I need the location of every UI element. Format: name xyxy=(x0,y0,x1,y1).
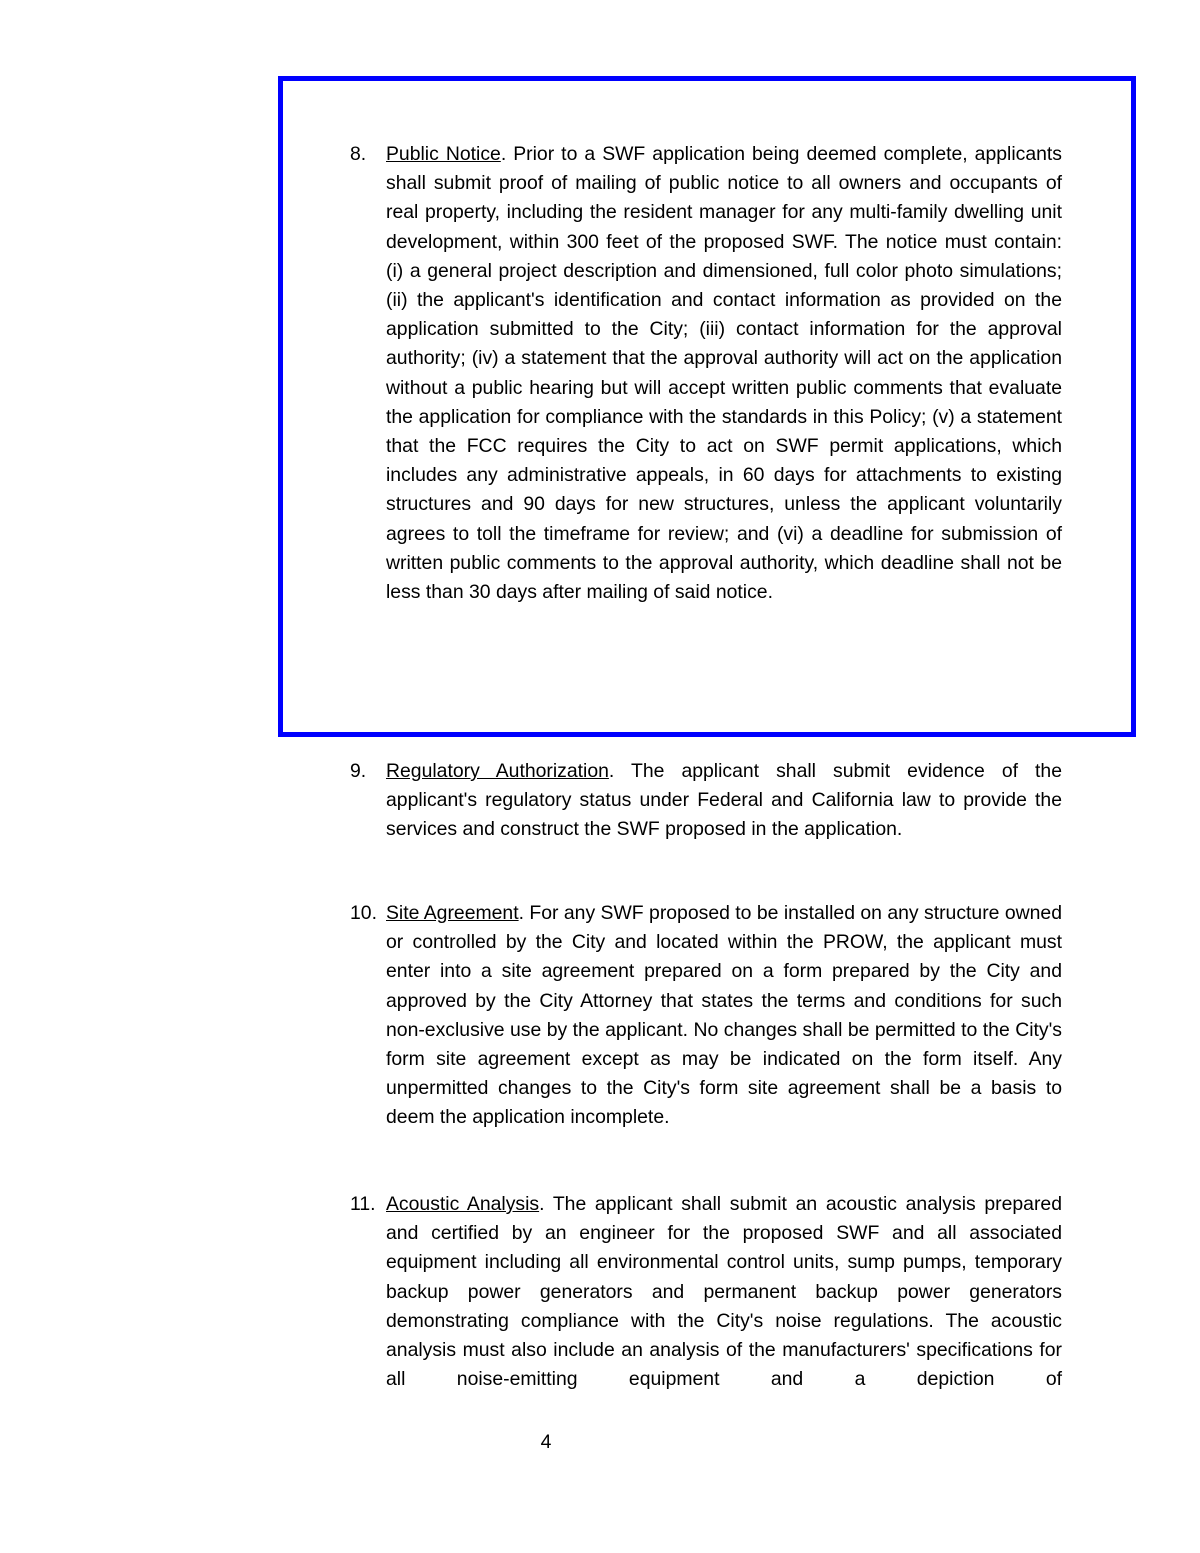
list-item-number: 8. xyxy=(350,143,367,165)
page-number: 4 xyxy=(540,1431,552,1453)
list-item-text: . For any SWF proposed to be installed on any structure owned or controlled by the City and located within the PROW, the applicant must enter into a site agreement prepared on a form prepared by the City and approved by the City Attorney that states the terms and conditions for such non-exclusive use by the applicant. No changes shall be permitted to the City's form site agreement except as may be indicated on the form itself. Any unpermitted changes to the City's form site agreement shall be a basis to deem the application incomplete. xyxy=(386,902,1062,1129)
list-item-body xyxy=(386,1190,1062,1394)
list-item-term: Site Agreement xyxy=(386,902,519,924)
list-item-number: 10. xyxy=(350,902,377,924)
list-item-body xyxy=(386,140,1062,607)
list-item-text: . The applicant shall submit evidence of the applicant's regulatory status under Federal and California law to provide the services and construct the SWF proposed in the application. xyxy=(386,760,1062,841)
list-item-body xyxy=(386,757,1062,845)
list-item-text: . Prior to a SWF application being deemed complete, applicants shall submit proof of mailing of public notice to all owners and occupants of real property, including the resident manager for any multi-family dwelling unit development, within 300 feet of the proposed SWF. The notice must contain: (i) a general project description and dimensioned, full color photo simulations; (ii) the applicant's identification and contact information as provided on the application submitted to the City; (iii) contact information for the approval authority; (iv) a statement that the approval authority will act on the application without a public hearing but will accept written public comments that evaluate the application for compliance with the standards in this Policy; (v) a statement that the FCC requires the City to act on SWF permit applications, which includes any administrative appeals, in 60 days for attachments to existing structures and 90 days for new structures, unless the applicant voluntarily agrees to toll the timeframe for review; and (vi) a deadline for submission of written public comments to the approval authority, which deadline shall not be less than 30 days after mailing of said notice. xyxy=(386,143,1062,604)
list-item-term: Acoustic Analysis xyxy=(386,1193,540,1215)
list-item xyxy=(350,1190,1062,1394)
list-item-term: Public Notice xyxy=(386,143,501,165)
list-item xyxy=(350,757,1062,845)
list-item-text: . The applicant shall submit an acoustic analysis prepared and certified by an engineer for the proposed SWF and all associated equipment including all environmental control units, sump pumps, temporary backup power generators and permanent backup power generators demonstrating compliance with the City's noise regulations. The acoustic analysis must also include an analysis of the manufacturers' specifications for all noise-emitting equipment and a depiction of xyxy=(386,1193,1062,1391)
list-item xyxy=(350,140,1062,607)
list-item-body xyxy=(386,899,1062,1133)
list-item-number: 9. xyxy=(350,760,367,782)
list-item-term: Regulatory Authorization xyxy=(386,760,609,782)
list-item-number: 11. xyxy=(350,1193,376,1215)
list-item xyxy=(350,899,1062,1133)
